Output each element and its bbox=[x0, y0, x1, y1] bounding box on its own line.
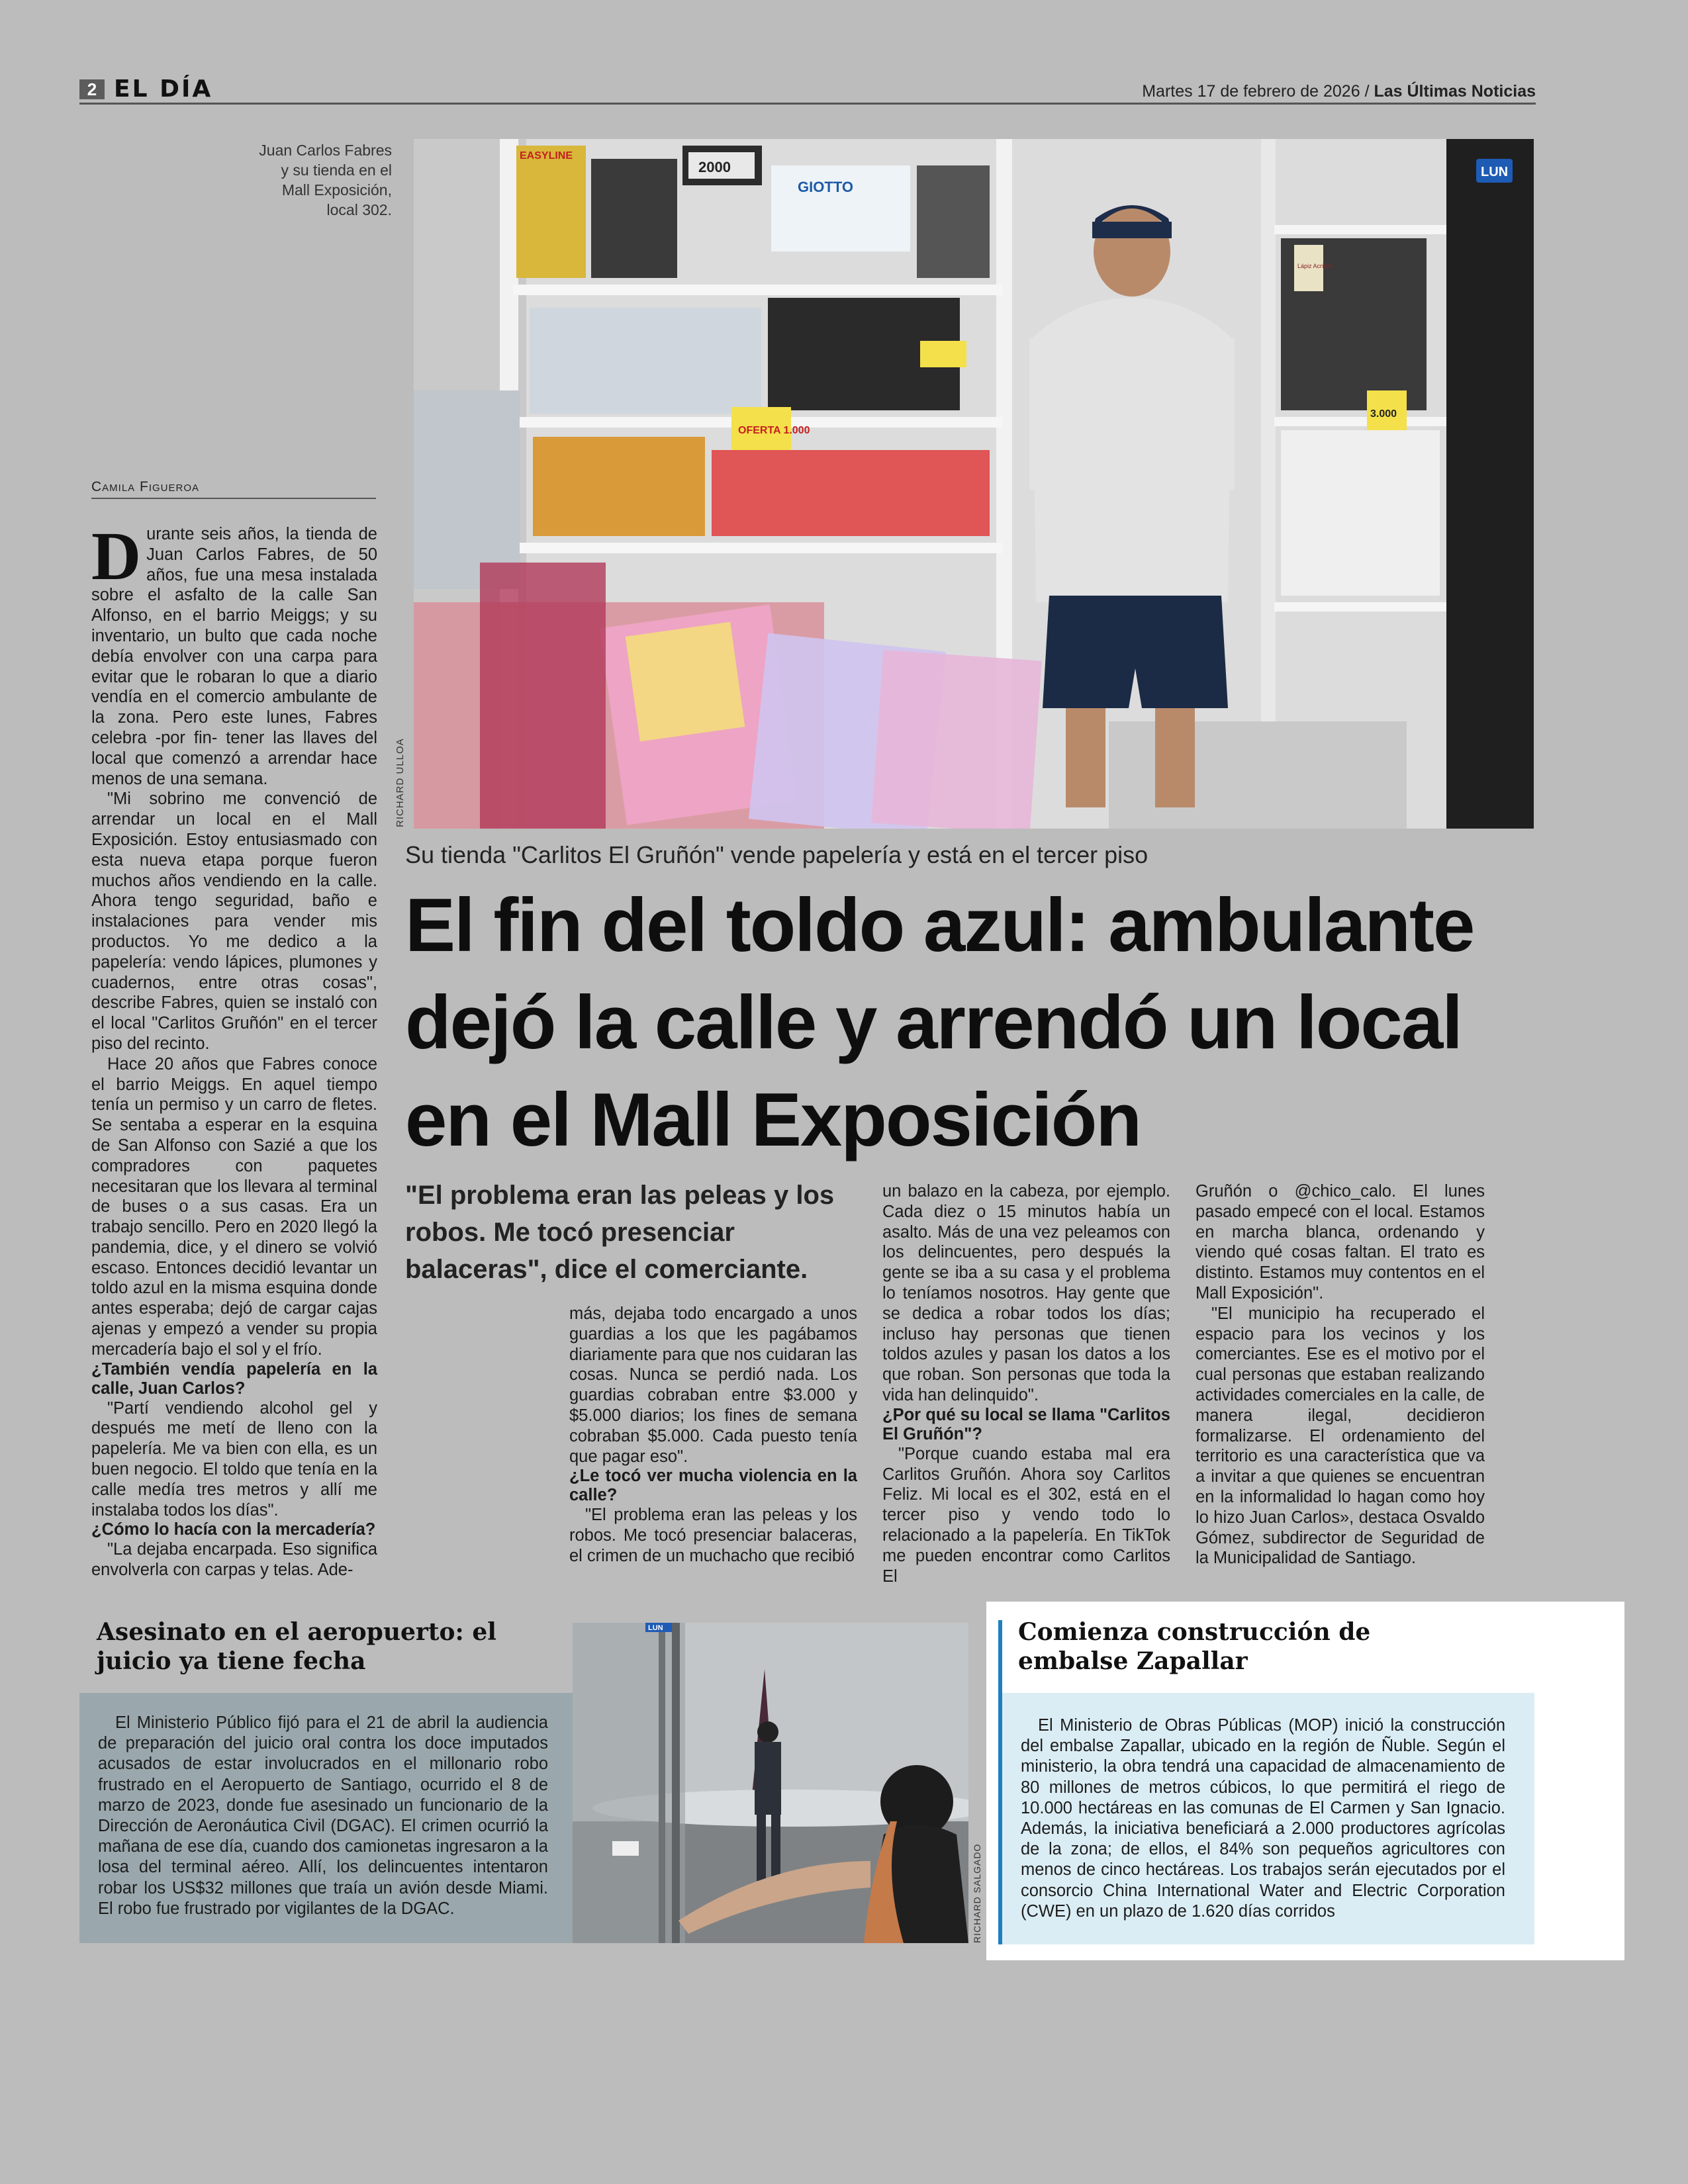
article-paragraph: "Porque cuando estaba mal era Carlitos Gruñón. Ahora soy Carlitos Feliz. Mi local es el 302, está en el tercer piso y vendo todo lo relacionado a la papelería. En TikTok me pueden encontrar como Carlitos El bbox=[882, 1444, 1170, 1586]
article-paragraph-text: urante seis años, la tienda de Juan Carlos Fabres, de 50 años, fue una mesa instalada sobre el asfalto de la calle San Alfonso, en el barrio Meiggs; y su inventario, un bulto que cada noche debía envolver con una carpa para evitar que le robaran lo que a diario vendía en el comercio ambulante de la zona. Pero este lunes, Fabres celebra -por fin- tener las llaves del local que comenzó a arrendar hace menos de una semana. bbox=[91, 525, 377, 788]
reservoir-accent-bar bbox=[998, 1620, 1002, 1944]
article-paragraph: Hace 20 años que Fabres conoce el barrio Meiggs. En aquel tiempo tenía un permiso y un carro de fletes. Se sentaba a esperar en la esquina de San Alfonso con Sazié a que los compradores con paquetes necesitaran que los llevara al terminal de buses o a sus casas. Era un trabajo sencillo. Pero en 2020 llegó la pandemia, dice, y el dinero se volvió escaso. Entonces decidió levantar un toldo azul en la misma esquina donde antes esperaba; dejó de cargar cajas ajenas y empezó a vender su propia mercadería bajo el sol y el frío. bbox=[91, 1054, 377, 1359]
photo-caption: Juan Carlos Fabres y su tienda en el Mall Exposición, local 302. bbox=[259, 142, 392, 218]
section-title: EL DÍA bbox=[114, 75, 213, 103]
article-paragraph: "Partí vendiendo alcohol gel y después me metí de lleno con la papelería. Me va bien con ella, es un buen negocio. El toldo que tenía en la calle medía tres metros y allí me instalaba todos los días". bbox=[91, 1398, 377, 1520]
sign-2000: 2000 bbox=[698, 159, 731, 175]
header-rule bbox=[79, 103, 1536, 105]
header-dateline bbox=[1142, 82, 1536, 101]
article-paragraph: "La dejaba encarpada. Eso significa envolverla con carpas y telas. Ade- bbox=[91, 1540, 377, 1580]
article-paragraph: un balazo en la cabeza, por ejemplo. Cada diez o 15 minutos había un asalto. Más de una vez peleamos con los delincuentes, pero después la gente se iba a su casa y el problema lo teníamos nosotros. Hay gente que se dedica a robar todos los días; incluso hay personas que tienen toldos azules y pasan los datos a los que roban. Son personas que toda la vida han delinquido". bbox=[882, 1182, 1170, 1404]
drop-cap: D bbox=[91, 518, 142, 594]
airport-story-body bbox=[98, 1713, 548, 1919]
airport-story-text: El Ministerio Público fijó para el 21 de abril la audiencia de preparación del juicio oral contra los doce imputados acusados de estar involucrados en el millonario robo frustrado en el Aeropuerto de Santiago, ocurrido el 8 de marzo de 2023, donde fue asesinado un funcionario de la Dirección de Aeronáutica Civil (DGAC). El crimen ocurrió la mañana de ese día, cuando dos camionetas ingresaron a la losa del terminal aéreo. Allí, los delincuentes intentaron robar los US$32 millones que traía un avión desde Miami. El robo fue frustrado por vigilantes de la DGAC. bbox=[98, 1713, 548, 1918]
article-column-4 bbox=[1196, 1181, 1485, 1569]
article-paragraph: "El problema eran las peleas y los robos. Me tocó presenciar balaceras, el crimen de un muchacho que recibió bbox=[569, 1506, 857, 1565]
article-column-1 bbox=[91, 518, 377, 1580]
airport-story-headline: Asesinato en el aeropuerto: el juicio ya tiene fecha bbox=[97, 1618, 496, 1675]
sign-lapiz-acrilico: Lápiz Acrílico bbox=[1297, 263, 1333, 269]
article-paragraph: Gruñón o @chico_calo. El lunes pasado empecé con el local. Estamos en marcha blanca, ordenando y viendo qué cosas faltan. El trato es distinto. Estamos muy contentos en el Mall Exposición". bbox=[1196, 1182, 1485, 1302]
header-separator: / bbox=[1364, 82, 1370, 101]
reservoir-story-text: El Ministerio de Obras Públicas (MOP) inició la construcción del embalse Zapallar, ubicado en la región de Ñuble. Según el ministerio, la obra tendrá una capacidad de almacenamiento de 80 millones de metros cúbicos, lo que permitirá el riego de 10.000 hectáreas en las comunas de El Carmen y San Ignacio. Además, la iniciativa beneficiará a 2.000 productores agrícolas de la zona; de ellos, el 84% son pequeños agricultores con menos de cinco hectáreas. Los trabajos serán ejecutados por el consorcio China International Water and Electric Corporation (CWE) en un plazo de 1.620 días corridos bbox=[1021, 1716, 1505, 1921]
sign-oferta: OFERTA 1.000 bbox=[738, 425, 810, 436]
photo-logo: LUN bbox=[1481, 165, 1509, 179]
sign-easyline: EASYLINE bbox=[520, 150, 573, 161]
article-column-3 bbox=[882, 1181, 1170, 1586]
interview-question: ¿Le tocó ver mucha violencia en la calle? bbox=[569, 1467, 857, 1505]
main-photo bbox=[414, 139, 1534, 829]
reservoir-story-headline: Comienza construcción de embalse Zapallar bbox=[1018, 1618, 1371, 1675]
article-paragraph bbox=[91, 518, 377, 789]
publication-name: Las Últimas Noticias bbox=[1374, 82, 1536, 101]
sign-giotto: GIOTTO bbox=[798, 179, 853, 195]
interview-question: ¿Por qué su local se llama "Carlitos El Gruñón"? bbox=[882, 1405, 1170, 1443]
airport-photo-credit: RICHARD SALGADO bbox=[972, 1843, 982, 1943]
interview-question: ¿También vendía papelería en la calle, Juan Carlos? bbox=[91, 1359, 377, 1398]
article-kicker: Su tienda "Carlitos El Gruñón" vende papelería y está en el tercer piso bbox=[405, 841, 1149, 868]
page-number: 2 bbox=[79, 79, 105, 99]
reservoir-story-body bbox=[1021, 1715, 1505, 1922]
article-paragraph: "Mi sobrino me convenció de arrendar un local en el Mall Exposición. Estoy entusiasmado con esta nueva etapa porque fueron muchos años vendiendo en la calle. Ahora tengo seguridad, baño e instalaciones para vender mis productos. Yo me dedico a la papelería: vendo lápices, plumones y cuadernos, entre otras cosas", describe Fabres, quien se instaló con el local "Carlitos Gruñón" en el tercer piso del recinto. bbox=[91, 790, 377, 1053]
article-column-2 bbox=[569, 1304, 857, 1567]
airport-photo-logo: LUN bbox=[648, 1624, 663, 1632]
article-paragraph: "El municipio ha recuperado el espacio para los vecinos y los comerciantes. Ese es el motivo por el cual personas que estaban realizando actividades comerciales en la calle, de manera ilegal, decidieron formalizarse. El ordenamiento del territorio es una característica que va a invitar a que quienes se encuentran en la informalidad lo hagan como hoy lo hizo Juan Carlos», destaca Osvaldo Gómez, subdirector de Seguridad de la Municipalidad de Santiago. bbox=[1196, 1304, 1485, 1568]
issue-date: Martes 17 de febrero de 2026 bbox=[1142, 82, 1360, 101]
sign-3000: 3.000 bbox=[1370, 408, 1397, 420]
airport-photo bbox=[573, 1623, 968, 1943]
interview-question: ¿Cómo lo hacía con la mercadería? bbox=[91, 1520, 376, 1539]
article-headline: El fin del toldo azul: ambulante dejó la calle y arrendó un local en el Mall Exposición bbox=[405, 884, 1474, 1162]
pull-quote: "El problema eran las peleas y los robos. Me tocó presenciar balaceras", dice el comerciante. bbox=[405, 1181, 835, 1284]
byline: Camila Figueroa bbox=[91, 479, 376, 499]
photo-credit: RICHARD ULLOA bbox=[395, 738, 406, 827]
article-paragraph: más, dejaba todo encargado a unos guardias a los que les pagábamos diariamente para que nos cuidaran las cosas. Nunca se perdió nada. Los guardias cobraban entre $3.000 y $5.000 diarios; los fines de semana cobraban $5.000. Cada puesto tenía que pagar eso". bbox=[569, 1304, 857, 1466]
